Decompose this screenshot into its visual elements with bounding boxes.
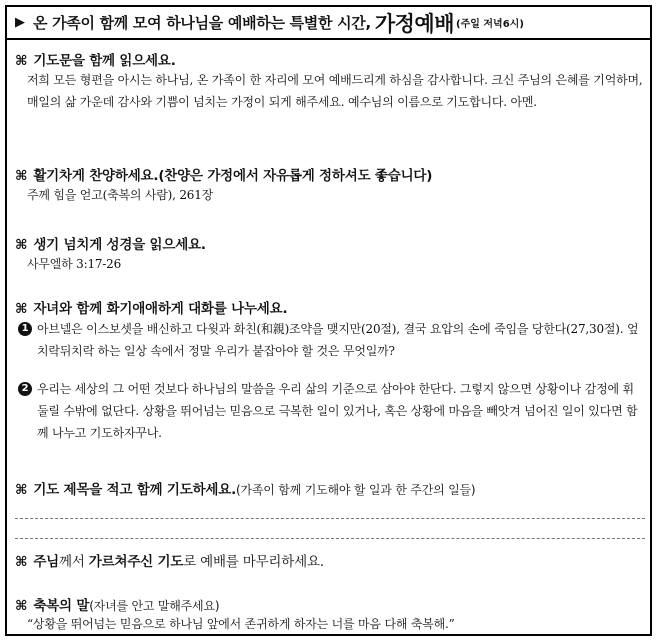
command-mark-icon: ⌘ — [15, 237, 28, 253]
section-scripture — [15, 233, 645, 275]
command-mark-icon: ⌘ — [15, 554, 28, 570]
section-write-prayer — [15, 478, 645, 498]
triangle-arrow-icon: ▶ — [15, 15, 25, 30]
lords-prayer-plain: 로 예배를 마무리하세요. — [183, 554, 324, 570]
command-mark-icon: ⌘ — [15, 301, 28, 317]
command-mark-icon: ⌘ — [15, 598, 28, 614]
number-two-icon: 2 — [18, 382, 32, 396]
number-one-icon: 1 — [18, 322, 32, 336]
section-heading — [15, 594, 645, 614]
discussion-item — [15, 378, 645, 444]
lords-prayer-plain: 께서 — [59, 554, 89, 570]
blessing-note: (자녀를 안고 말해주세요) — [89, 599, 220, 613]
blessing-quote: “상황을 뛰어넘는 믿음으로 하나님 앞에서 존귀하게 하자는 너를 마음 다해 축복해.” — [27, 617, 455, 631]
writing-line[interactable] — [15, 538, 645, 539]
worship-guide-frame — [5, 5, 652, 636]
command-mark-icon: ⌘ — [15, 168, 28, 184]
section-heading — [15, 164, 645, 184]
writing-line[interactable] — [15, 518, 645, 519]
title-note: (주일 저녁6시) — [456, 19, 524, 30]
scripture-heading: 생기 넘치게 성경을 읽으세요. — [33, 237, 206, 253]
discussion-text: 아브넬은 이스보셋을 배신하고 다윗과 화친(和親)조약을 맺지만(20절), 결국 요압의 손에 죽임을 당한다(27,30절). 엎치락뒤치락 하는 일상 속에서 정말 우리가 붙잡아야 할 것은 무엇일까? — [37, 322, 639, 358]
write-prayer-note: (가족이 함께 기도해야 할 일과 한 주간의 일들) — [236, 483, 476, 497]
section-prayer — [15, 49, 645, 113]
prayer-heading: 기도문을 함께 읽으세요. — [33, 53, 176, 69]
section-discussion — [15, 297, 645, 444]
write-prayer-heading: 기도 제목을 적고 함께 기도하세요. — [33, 482, 237, 498]
title-bar — [7, 7, 650, 40]
section-heading — [15, 297, 645, 317]
title-text: 온 가족이 함께 모여 하나님을 예배하는 특별한 시간, — [33, 14, 371, 32]
prayer-text: 저희 모든 형편을 아시는 하나님, 온 가족이 한 자리에 모여 예배드리게 하심을 감사합니다. 크신 주님의 은혜를 기억하며, 매일의 삶 가운데 감사와 기쁨이 넘치는 가정이 되게 해주세요. 예수님의 이름으로 기도합니다. 아멘. — [27, 73, 643, 109]
section-praise — [15, 164, 645, 206]
discussion-item — [15, 318, 645, 362]
section-lords-prayer — [15, 550, 645, 570]
section-heading — [15, 49, 645, 69]
command-mark-icon: ⌘ — [15, 53, 28, 69]
section-heading — [15, 550, 645, 570]
discussion-text: 우리는 세상의 그 어떤 것보다 하나님의 말씀을 우리 삶의 기준으로 삼아야 한단다. 그렇지 않으면 상황이나 감정에 휘둘릴 수밖에 없단다. 상황을 뛰어넘는 믿음으로 극복한 일이 있거나, 혹은 상황에 마음을 빼앗겨 넘어진 일이 있다면 함께 나누고 기도하자꾸나. — [37, 382, 638, 440]
lords-prayer-bold: 가르쳐주신 기도 — [88, 554, 184, 570]
title-emphasis: 가정예배 — [374, 11, 455, 36]
discussion-heading: 자녀와 함께 화기애애하게 대화를 나누세요. — [33, 301, 288, 317]
command-mark-icon: ⌘ — [15, 482, 28, 498]
lords-prayer-bold: 주님 — [33, 554, 60, 570]
section-blessing — [15, 594, 645, 634]
praise-song: 주께 힘을 얻고(축복의 사람), 261장 — [27, 188, 214, 202]
section-heading — [15, 233, 645, 253]
blessing-heading: 축복의 말 — [33, 598, 90, 614]
section-heading — [15, 478, 645, 498]
praise-heading: 활기차게 찬양하세요.(찬양은 가정에서 자유롭게 정하셔도 좋습니다) — [33, 168, 433, 184]
scripture-reference: 사무엘하 3:17-26 — [27, 257, 122, 271]
